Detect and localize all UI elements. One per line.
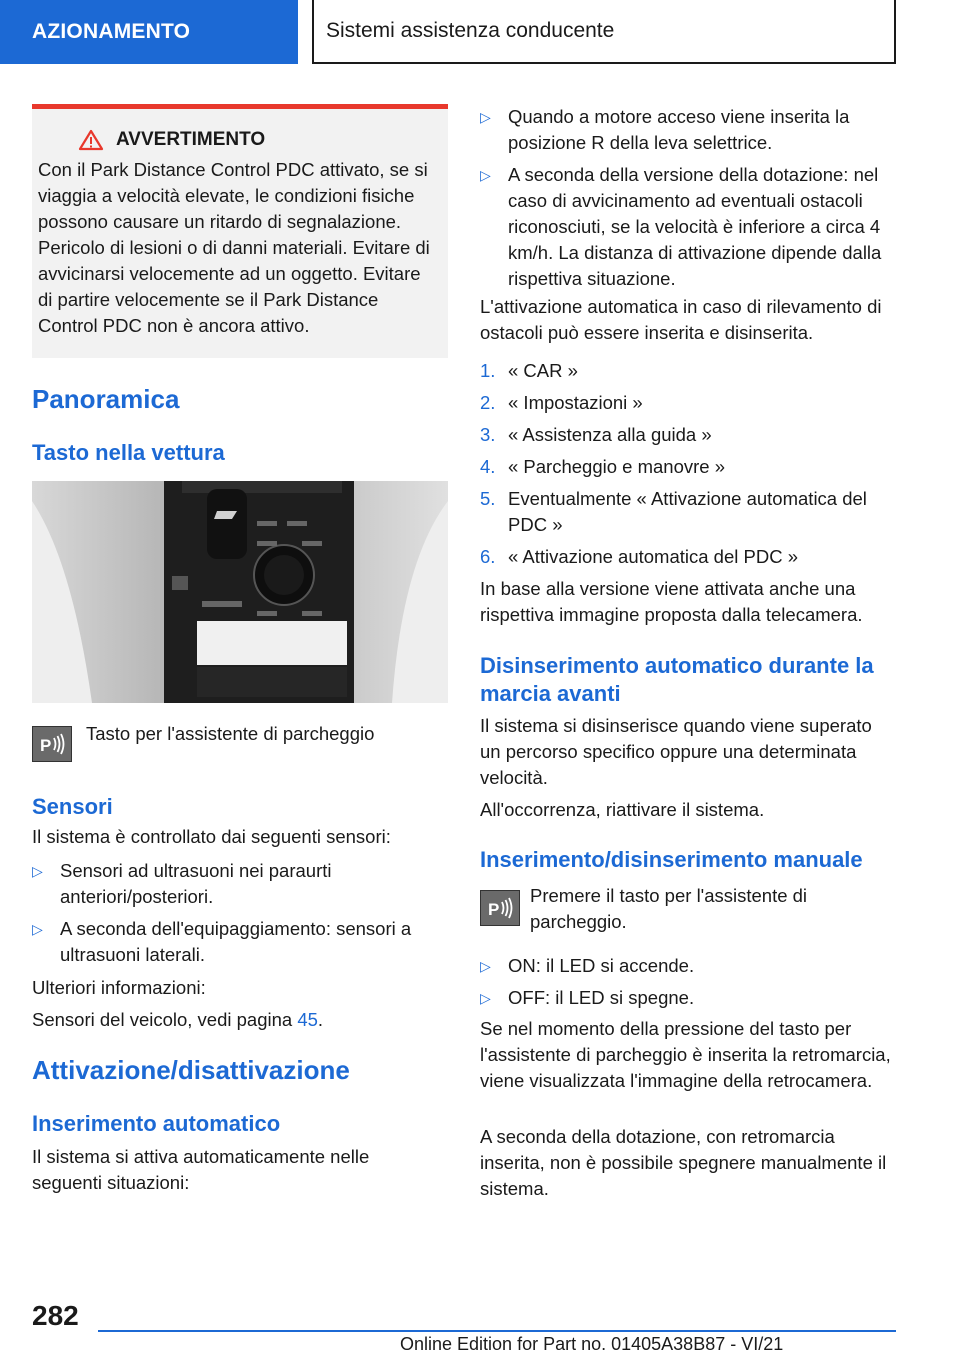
heading-tasto: Tasto nella vettura	[32, 440, 225, 465]
heading-sensori: Sensori	[32, 794, 113, 819]
chapter-title: Sistemi assistenza conducente	[312, 0, 896, 64]
list-item: ▷ OFF: il LED si spegne.	[480, 987, 695, 1008]
svg-text:P: P	[488, 900, 500, 919]
warning-triangle-icon	[78, 129, 104, 151]
heading-attivazione: Attivazione/disattivazione	[32, 1055, 350, 1085]
list-item: 2. « Impostazioni »	[480, 392, 643, 413]
inserimento-text: Il sistema si attiva automaticamente nelle seguenti situazioni:	[32, 1146, 370, 1193]
disinserimento-text: Il sistema si disinserisce quando viene superato un percorso specifico oppure una determinata velocità.	[480, 715, 872, 788]
auto-conditions-list	[480, 104, 896, 298]
list-item: 4. « Parcheggio e manovre »	[480, 456, 725, 477]
list-item: ▷ Quando a motore acceso viene inserita la posizione R della leva selettrice.	[480, 106, 850, 153]
parking-assistant-button-icon	[480, 890, 520, 926]
list-item: 5. Eventualmente « Attivazione automatica del PDC »	[480, 488, 867, 535]
steps-list	[480, 358, 896, 576]
footer-edition: Online Edition for Part no. 01405A38B87 - VI/21	[400, 1334, 784, 1354]
camera-text: In base alla versione viene attivata anche una rispettiva immagine proposta dalla telecamera.	[480, 578, 863, 625]
sensori-list	[32, 858, 442, 974]
parking-sensor-icon	[38, 732, 66, 756]
heading-inserimento-auto: Inserimento automatico	[32, 1111, 281, 1136]
svg-text:P: P	[40, 736, 52, 755]
list-item: ▷ A seconda della versione della dotazione: nel caso di avvicinamento ad eventuali ostacoli riconosciuti, se la velocità è inferiore a circa 4 km/h. La distanza di attivazione dipende dalla rispettiva situazione.	[480, 164, 882, 289]
list-item: ▷ ON: il LED si accende.	[480, 955, 695, 976]
parking-assistant-button-icon	[32, 726, 72, 762]
image-caption: Tasto per l'assistente di parcheggio	[86, 723, 375, 744]
warning-title: AVVERTIMENTO	[116, 129, 266, 150]
manuale-text: Premere il tasto per l'assistente di parcheggio.	[530, 885, 808, 932]
page-number: 282	[32, 1300, 79, 1331]
console-photo	[32, 481, 448, 703]
heading-manuale: Inserimento/disinserimento manuale	[480, 847, 863, 872]
warning-box	[32, 104, 448, 358]
heading-panoramica: Panoramica	[32, 384, 180, 414]
heading-disinserimento: Disinserimento automatico durante la marcia avanti	[480, 653, 874, 706]
list-item: 1. « CAR »	[480, 360, 578, 381]
page-link[interactable]: 45	[297, 1009, 318, 1030]
list-item: ▷ A seconda dell'equipaggiamento: sensori a ultrasuoni laterali.	[32, 918, 412, 965]
ulteriori-label: Ulteriori informazioni:	[32, 977, 206, 998]
dotazione-text: A seconda della dotazione, con retromarcia inserita, non è possibile spegnere manualmente il sistema.	[480, 1126, 887, 1199]
list-item: 3. « Assistenza alla guida »	[480, 424, 712, 445]
list-item: ▷ Sensori ad ultrasuoni nei paraurti anteriori/posteriori.	[32, 860, 332, 907]
riattivare-text: All'occorrenza, riattivare il sistema.	[480, 799, 765, 820]
auto-text: L'attivazione automatica in caso di rilevamento di ostacoli può essere inserita e disinserita.	[480, 296, 882, 343]
list-item: 6. « Attivazione automatica del PDC »	[480, 546, 798, 567]
retro-text: Se nel momento della pressione del tasto per l'assistente di parcheggio è inserita la retromarcia, viene visualizzata l'immagine della retrocamera.	[480, 1018, 891, 1091]
sensori-intro: Il sistema è controllato dai seguenti sensori:	[32, 826, 391, 847]
section-tab: AZIONAMENTO	[0, 0, 298, 64]
warning-heading	[78, 129, 438, 151]
led-list	[480, 953, 896, 1017]
cross-reference: Sensori del veicolo, vedi pagina 45.	[32, 1009, 324, 1030]
footer-divider	[98, 1330, 896, 1332]
parking-sensor-icon	[486, 896, 514, 920]
warning-text: Con il Park Distance Control PDC attivato, se si viaggia a velocità elevate, le condizioni fisiche possono causare un ritardo di segnalazione. Pericolo di lesioni o di danni materiali. Evitare di avvicinarsi velocemente ad un oggetto. Evitare di partire velocemente se il Park Distance Control PDC non è ancora attivo.	[38, 159, 430, 336]
